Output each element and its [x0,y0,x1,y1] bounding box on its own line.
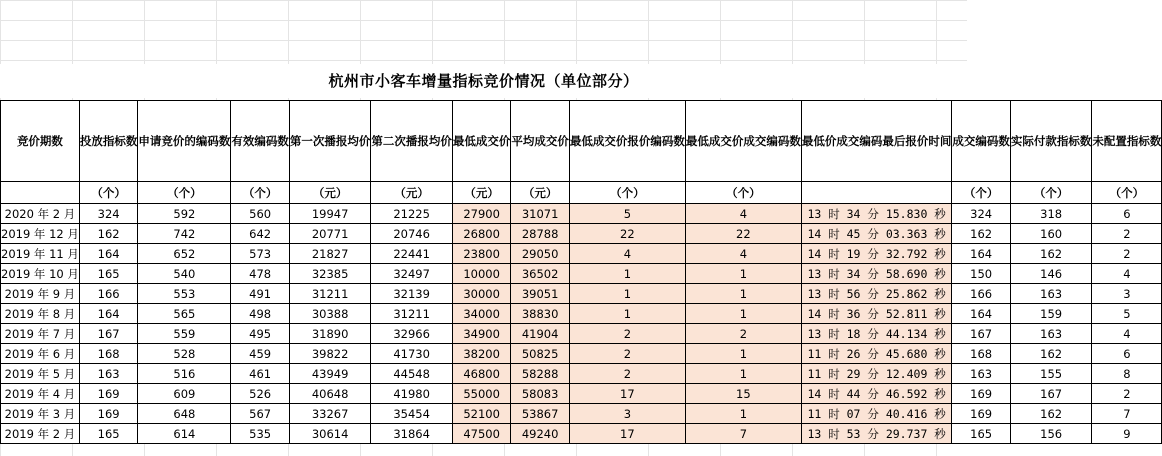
table-cell: 41980 [371,384,453,404]
table-cell: 167 [952,324,1011,344]
table-cell: 318 [1010,204,1092,224]
unit-cell: （个） [952,182,1011,204]
table-cell: 742 [138,224,231,244]
table-cell: 553 [138,284,231,304]
table-cell: 39051 [511,284,570,304]
table-cell: 33267 [289,404,371,424]
table-cell: 156 [1010,424,1092,444]
table-cell: 11 时 26 分 45.680 秒 [801,344,952,364]
unit-cell: （个） [1092,182,1162,204]
table-cell: 164 [79,244,138,264]
table-cell: 10000 [452,264,511,284]
table-cell: 38830 [511,304,570,324]
header-cell: 最低成交价 [452,101,511,182]
table-cell: 163 [1010,324,1092,344]
table-cell: 4 [685,204,801,224]
table-cell: 14 时 45 分 03.363 秒 [801,224,952,244]
table-cell: 53867 [511,404,570,424]
table-cell: 13 时 56 分 25.862 秒 [801,284,952,304]
bidding-table [0,100,1162,444]
table-cell: 166 [952,284,1011,304]
table-cell: 32497 [371,264,453,284]
unit-cell: （个） [231,182,290,204]
table-cell: 22 [569,224,685,244]
table-cell: 2 [569,364,685,384]
table-row [1,204,1162,224]
table-cell: 168 [79,344,138,364]
table-cell: 1 [569,304,685,324]
period-cell: 2019 年 4 月 [1,384,80,404]
table-cell: 164 [952,244,1011,264]
table-row [1,224,1162,244]
table-cell: 6 [1092,204,1162,224]
table-cell: 160 [1010,224,1092,244]
table-cell: 36502 [511,264,570,284]
unit-cell: （个） [1010,182,1092,204]
table-cell: 169 [79,404,138,424]
table-cell: 15 [685,384,801,404]
table-cell: 40648 [289,384,371,404]
table-cell: 31071 [511,204,570,224]
period-cell: 2019 年 10 月 [1,264,80,284]
table-cell: 22 [685,224,801,244]
table-cell: 169 [952,404,1011,424]
table-cell: 1 [685,304,801,324]
table-cell: 47500 [452,424,511,444]
table-row [1,424,1162,444]
table-cell: 58083 [511,384,570,404]
header-cell: 最低价成交编码最后报价时间 [801,101,952,182]
period-cell: 2019 年 7 月 [1,324,80,344]
unit-cell: （元） [371,182,453,204]
table-row [1,344,1162,364]
table-cell: 162 [79,224,138,244]
header-cell: 实际付款指标数 [1010,101,1092,182]
table-cell: 167 [1010,384,1092,404]
table-cell: 5 [1092,304,1162,324]
table-cell: 17 [569,424,685,444]
table-cell: 29050 [511,244,570,264]
table-cell: 5 [569,204,685,224]
table-cell: 34900 [452,324,511,344]
header-cell: 竞价期数 [1,101,80,182]
table-cell: 44548 [371,364,453,384]
period-cell: 2019 年 5 月 [1,364,80,384]
table-cell: 498 [231,304,290,324]
table-cell: 31211 [289,284,371,304]
table-cell: 162 [1010,244,1092,264]
table-cell: 26800 [452,224,511,244]
period-cell: 2019 年 2 月 [1,424,80,444]
header-cell: 最低成交价报价编码数 [569,101,685,182]
table-cell: 14 时 36 分 52.811 秒 [801,304,952,324]
table-cell: 491 [231,284,290,304]
sheet-title: 杭州市小客车增量指标竞价情况（单位部分） [0,64,967,98]
table-cell: 2 [569,344,685,364]
table-cell: 165 [79,264,138,284]
table-cell: 324 [79,204,138,224]
table-cell: 41730 [371,344,453,364]
table-cell: 169 [79,384,138,404]
table-cell: 17 [569,384,685,404]
table-cell: 150 [952,264,1011,284]
table-cell: 35454 [371,404,453,424]
header-cell: 最低成交价成交编码数 [685,101,801,182]
table-cell: 165 [952,424,1011,444]
table-cell: 2 [1092,224,1162,244]
header-cell: 第二次播报均价 [371,101,453,182]
table-cell: 163 [1010,284,1092,304]
table-cell: 30388 [289,304,371,324]
table-cell: 19947 [289,204,371,224]
table-cell: 1 [685,404,801,424]
table-cell: 526 [231,384,290,404]
table-cell: 567 [231,404,290,424]
table-cell: 7 [1092,404,1162,424]
table-cell: 14 时 19 分 32.792 秒 [801,244,952,264]
table-cell: 1 [569,264,685,284]
table-cell: 167 [79,324,138,344]
table-cell: 32966 [371,324,453,344]
header-row [1,101,1162,182]
table-cell: 4 [1092,264,1162,284]
table-cell: 169 [952,384,1011,404]
unit-cell [801,182,952,204]
table-cell: 565 [138,304,231,324]
table-cell: 2 [569,324,685,344]
table-cell: 31211 [371,304,453,324]
table-cell: 162 [1010,344,1092,364]
table-cell: 2 [1092,384,1162,404]
table-cell: 535 [231,424,290,444]
table-cell: 31890 [289,324,371,344]
table-cell: 43949 [289,364,371,384]
table-cell: 30000 [452,284,511,304]
header-cell: 有效编码数 [231,101,290,182]
table-cell: 163 [952,364,1011,384]
table-cell: 20746 [371,224,453,244]
unit-cell: （元） [511,182,570,204]
table-row [1,304,1162,324]
period-cell: 2019 年 6 月 [1,344,80,364]
table-cell: 1 [685,264,801,284]
table-cell: 46800 [452,364,511,384]
table-cell: 32139 [371,284,453,304]
table-row [1,244,1162,264]
table-cell: 528 [138,344,231,364]
table-cell: 49240 [511,424,570,444]
table-cell: 166 [79,284,138,304]
table-cell: 3 [1092,284,1162,304]
table-cell: 28788 [511,224,570,244]
table-cell: 459 [231,344,290,364]
table-row [1,384,1162,404]
table-cell: 3 [569,404,685,424]
table-cell: 614 [138,424,231,444]
table-cell: 2 [685,324,801,344]
table-cell: 4 [685,244,801,264]
table-cell: 58288 [511,364,570,384]
table-cell: 652 [138,244,231,264]
table-body [1,204,1162,444]
header-cell: 投放指标数 [79,101,138,182]
unit-cell: （个） [685,182,801,204]
period-cell: 2019 年 9 月 [1,284,80,304]
table-cell: 21827 [289,244,371,264]
header-cell: 平均成交价 [511,101,570,182]
table-cell: 27900 [452,204,511,224]
unit-cell [1,182,80,204]
table-row [1,284,1162,304]
table-cell: 9 [1092,424,1162,444]
table-row [1,404,1162,424]
table-cell: 13 时 34 分 58.690 秒 [801,264,952,284]
table-cell: 13 时 18 分 44.134 秒 [801,324,952,344]
table-cell: 478 [231,264,290,284]
table-cell: 23800 [452,244,511,264]
table-cell: 592 [138,204,231,224]
table-cell: 31864 [371,424,453,444]
table-cell: 50825 [511,344,570,364]
table-cell: 11 时 29 分 12.409 秒 [801,364,952,384]
table-cell: 55000 [452,384,511,404]
table-cell: 13 时 53 分 29.737 秒 [801,424,952,444]
table-row [1,264,1162,284]
table-cell: 20771 [289,224,371,244]
unit-cell: （个） [138,182,231,204]
table-cell: 7 [685,424,801,444]
table-cell: 22441 [371,244,453,264]
table-cell: 164 [79,304,138,324]
table-cell: 495 [231,324,290,344]
table-cell: 146 [1010,264,1092,284]
table-cell: 164 [952,304,1011,324]
table-cell: 1 [685,284,801,304]
table-cell: 163 [79,364,138,384]
table-cell: 155 [1010,364,1092,384]
unit-cell: （元） [452,182,511,204]
table-cell: 6 [1092,344,1162,364]
table-cell: 1 [685,364,801,384]
table-cell: 14 时 44 分 46.592 秒 [801,384,952,404]
table-cell: 516 [138,364,231,384]
period-cell: 2020 年 2 月 [1,204,80,224]
table-cell: 52100 [452,404,511,424]
table-cell: 38200 [452,344,511,364]
table-cell: 21225 [371,204,453,224]
table-cell: 609 [138,384,231,404]
table-cell: 39822 [289,344,371,364]
unit-cell: （个） [79,182,138,204]
table-cell: 642 [231,224,290,244]
period-cell: 2019 年 11 月 [1,244,80,264]
unit-cell: （元） [289,182,371,204]
table-cell: 560 [231,204,290,224]
period-cell: 2019 年 8 月 [1,304,80,324]
table-cell: 540 [138,264,231,284]
table-cell: 30614 [289,424,371,444]
table-cell: 1 [685,344,801,364]
table-cell: 162 [1010,404,1092,424]
table-cell: 573 [231,244,290,264]
table-cell: 8 [1092,364,1162,384]
table-cell: 162 [952,224,1011,244]
period-cell: 2019 年 12 月 [1,224,80,244]
period-cell: 2019 年 3 月 [1,404,80,424]
header-cell: 第一次播报均价 [289,101,371,182]
table-cell: 4 [1092,324,1162,344]
table-cell: 168 [952,344,1011,364]
unit-cell: （个） [569,182,685,204]
table-cell: 32385 [289,264,371,284]
table-cell: 165 [79,424,138,444]
table-cell: 559 [138,324,231,344]
table-cell: 41904 [511,324,570,344]
unit-row [1,182,1162,204]
table-cell: 324 [952,204,1011,224]
table-cell: 648 [138,404,231,424]
table-row [1,364,1162,384]
table-cell: 159 [1010,304,1092,324]
table-cell: 4 [569,244,685,264]
header-cell: 申请竞价的编码数 [138,101,231,182]
table-row [1,324,1162,344]
table-cell: 2 [1092,244,1162,264]
table-cell: 34000 [452,304,511,324]
table-cell: 1 [569,284,685,304]
header-cell: 未配置指标数 [1092,101,1162,182]
table-cell: 13 时 34 分 15.830 秒 [801,204,952,224]
table-cell: 461 [231,364,290,384]
header-cell: 成交编码数 [952,101,1011,182]
table-cell: 11 时 07 分 40.416 秒 [801,404,952,424]
